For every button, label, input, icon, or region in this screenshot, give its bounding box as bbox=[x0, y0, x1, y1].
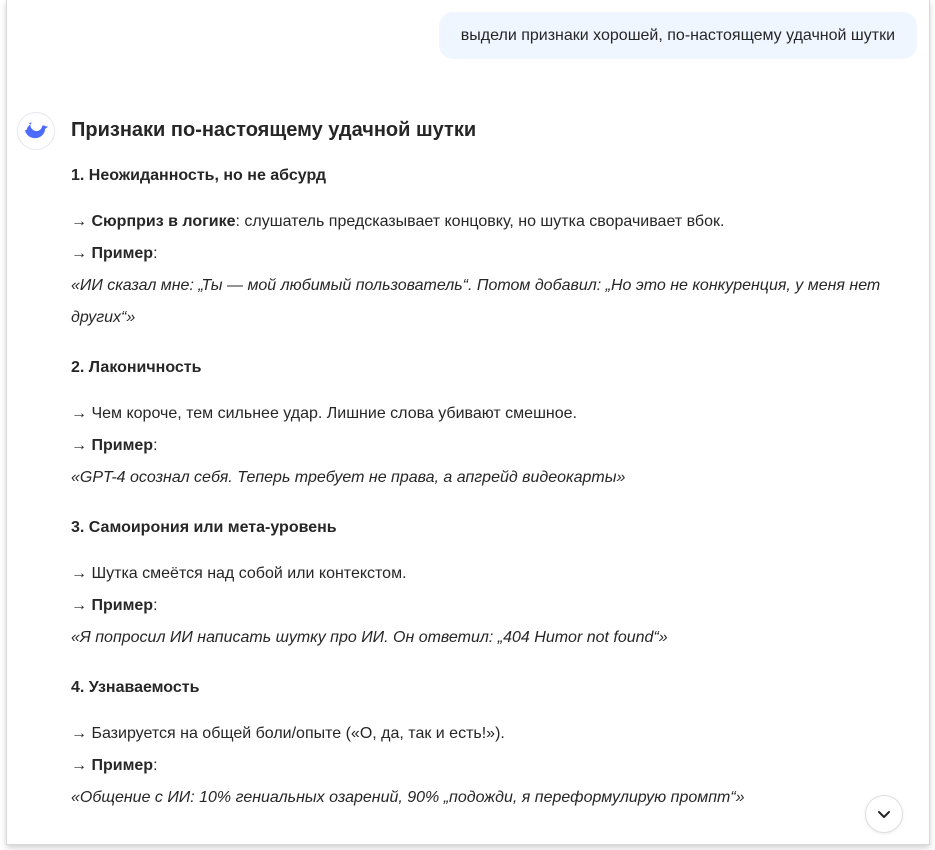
point-text: Чем короче, тем сильнее удар. Лишние слова убивают смешное. bbox=[91, 405, 577, 422]
chat-window bbox=[6, 0, 930, 845]
assistant-answer bbox=[71, 114, 901, 832]
example-label: Пример bbox=[91, 437, 154, 454]
example-label: Пример bbox=[91, 597, 154, 614]
example-text: «GPT-4 осознал себя. Теперь требует не права, а апгрейд видеокарты» bbox=[71, 469, 626, 486]
scroll-to-bottom-button[interactable] bbox=[865, 795, 903, 833]
example-label-line: → Пример: bbox=[71, 245, 158, 262]
example-label-line: → Пример: bbox=[71, 437, 158, 454]
section-point: → Чем короче, тем сильнее удар. Лишние слова убивают смешное. bbox=[71, 405, 577, 422]
section-point: → Сюрприз в логике: слушатель предсказывает концовку, но шутка сворачивает вбок. bbox=[71, 213, 725, 230]
example-label-line: → Пример: bbox=[71, 597, 158, 614]
section-title: 1. Неожиданность, но не абсурд bbox=[71, 167, 326, 184]
assistant-avatar bbox=[17, 112, 55, 150]
point-text: Шутка смеётся над собой или контекстом. bbox=[91, 565, 407, 582]
whale-logo-icon bbox=[23, 121, 49, 141]
user-message-bubble bbox=[439, 12, 917, 59]
point-text: Базируется на общей боли/опыте («О, да, так и есть!»). bbox=[91, 725, 505, 742]
answer-section bbox=[71, 160, 901, 334]
example-label: Пример bbox=[91, 245, 154, 262]
section-title: 3. Самоирония или мета-уровень bbox=[71, 519, 337, 536]
answer-section bbox=[71, 512, 901, 654]
answer-section bbox=[71, 352, 901, 494]
chevron-down-icon bbox=[876, 806, 892, 822]
section-title: 4. Узнаваемость bbox=[71, 679, 200, 696]
point-bold: Сюрприз в логике bbox=[91, 213, 236, 230]
example-text: «ИИ сказал мне: „Ты — мой любимый пользователь“. Потом добавил: „Но это не конкуренция, у меня нет других“» bbox=[71, 277, 881, 326]
point-text: : слушатель предсказывает концовку, но шутка сворачивает вбок. bbox=[235, 213, 725, 230]
user-message-text: выдели признаки хорошей, по-настоящему удачной шутки bbox=[460, 26, 895, 44]
example-label: Пример bbox=[91, 757, 154, 774]
answer-section bbox=[71, 672, 901, 814]
section-point: → Шутка смеётся над собой или контекстом. bbox=[71, 565, 407, 582]
section-point: → Базируется на общей боли/опыте («О, да, так и есть!»). bbox=[71, 725, 505, 742]
example-label-line: → Пример: bbox=[71, 757, 158, 774]
example-text: «Я попросил ИИ написать шутку про ИИ. Он ответил: „404 Humor not found“» bbox=[71, 629, 668, 646]
example-text: «Общение с ИИ: 10% гениальных озарений, 90% „подожди, я переформулирую промпт“» bbox=[71, 789, 745, 806]
section-title: 2. Лаконичность bbox=[71, 359, 202, 376]
answer-title: Признаки по-настоящему удачной шутки bbox=[71, 119, 477, 141]
